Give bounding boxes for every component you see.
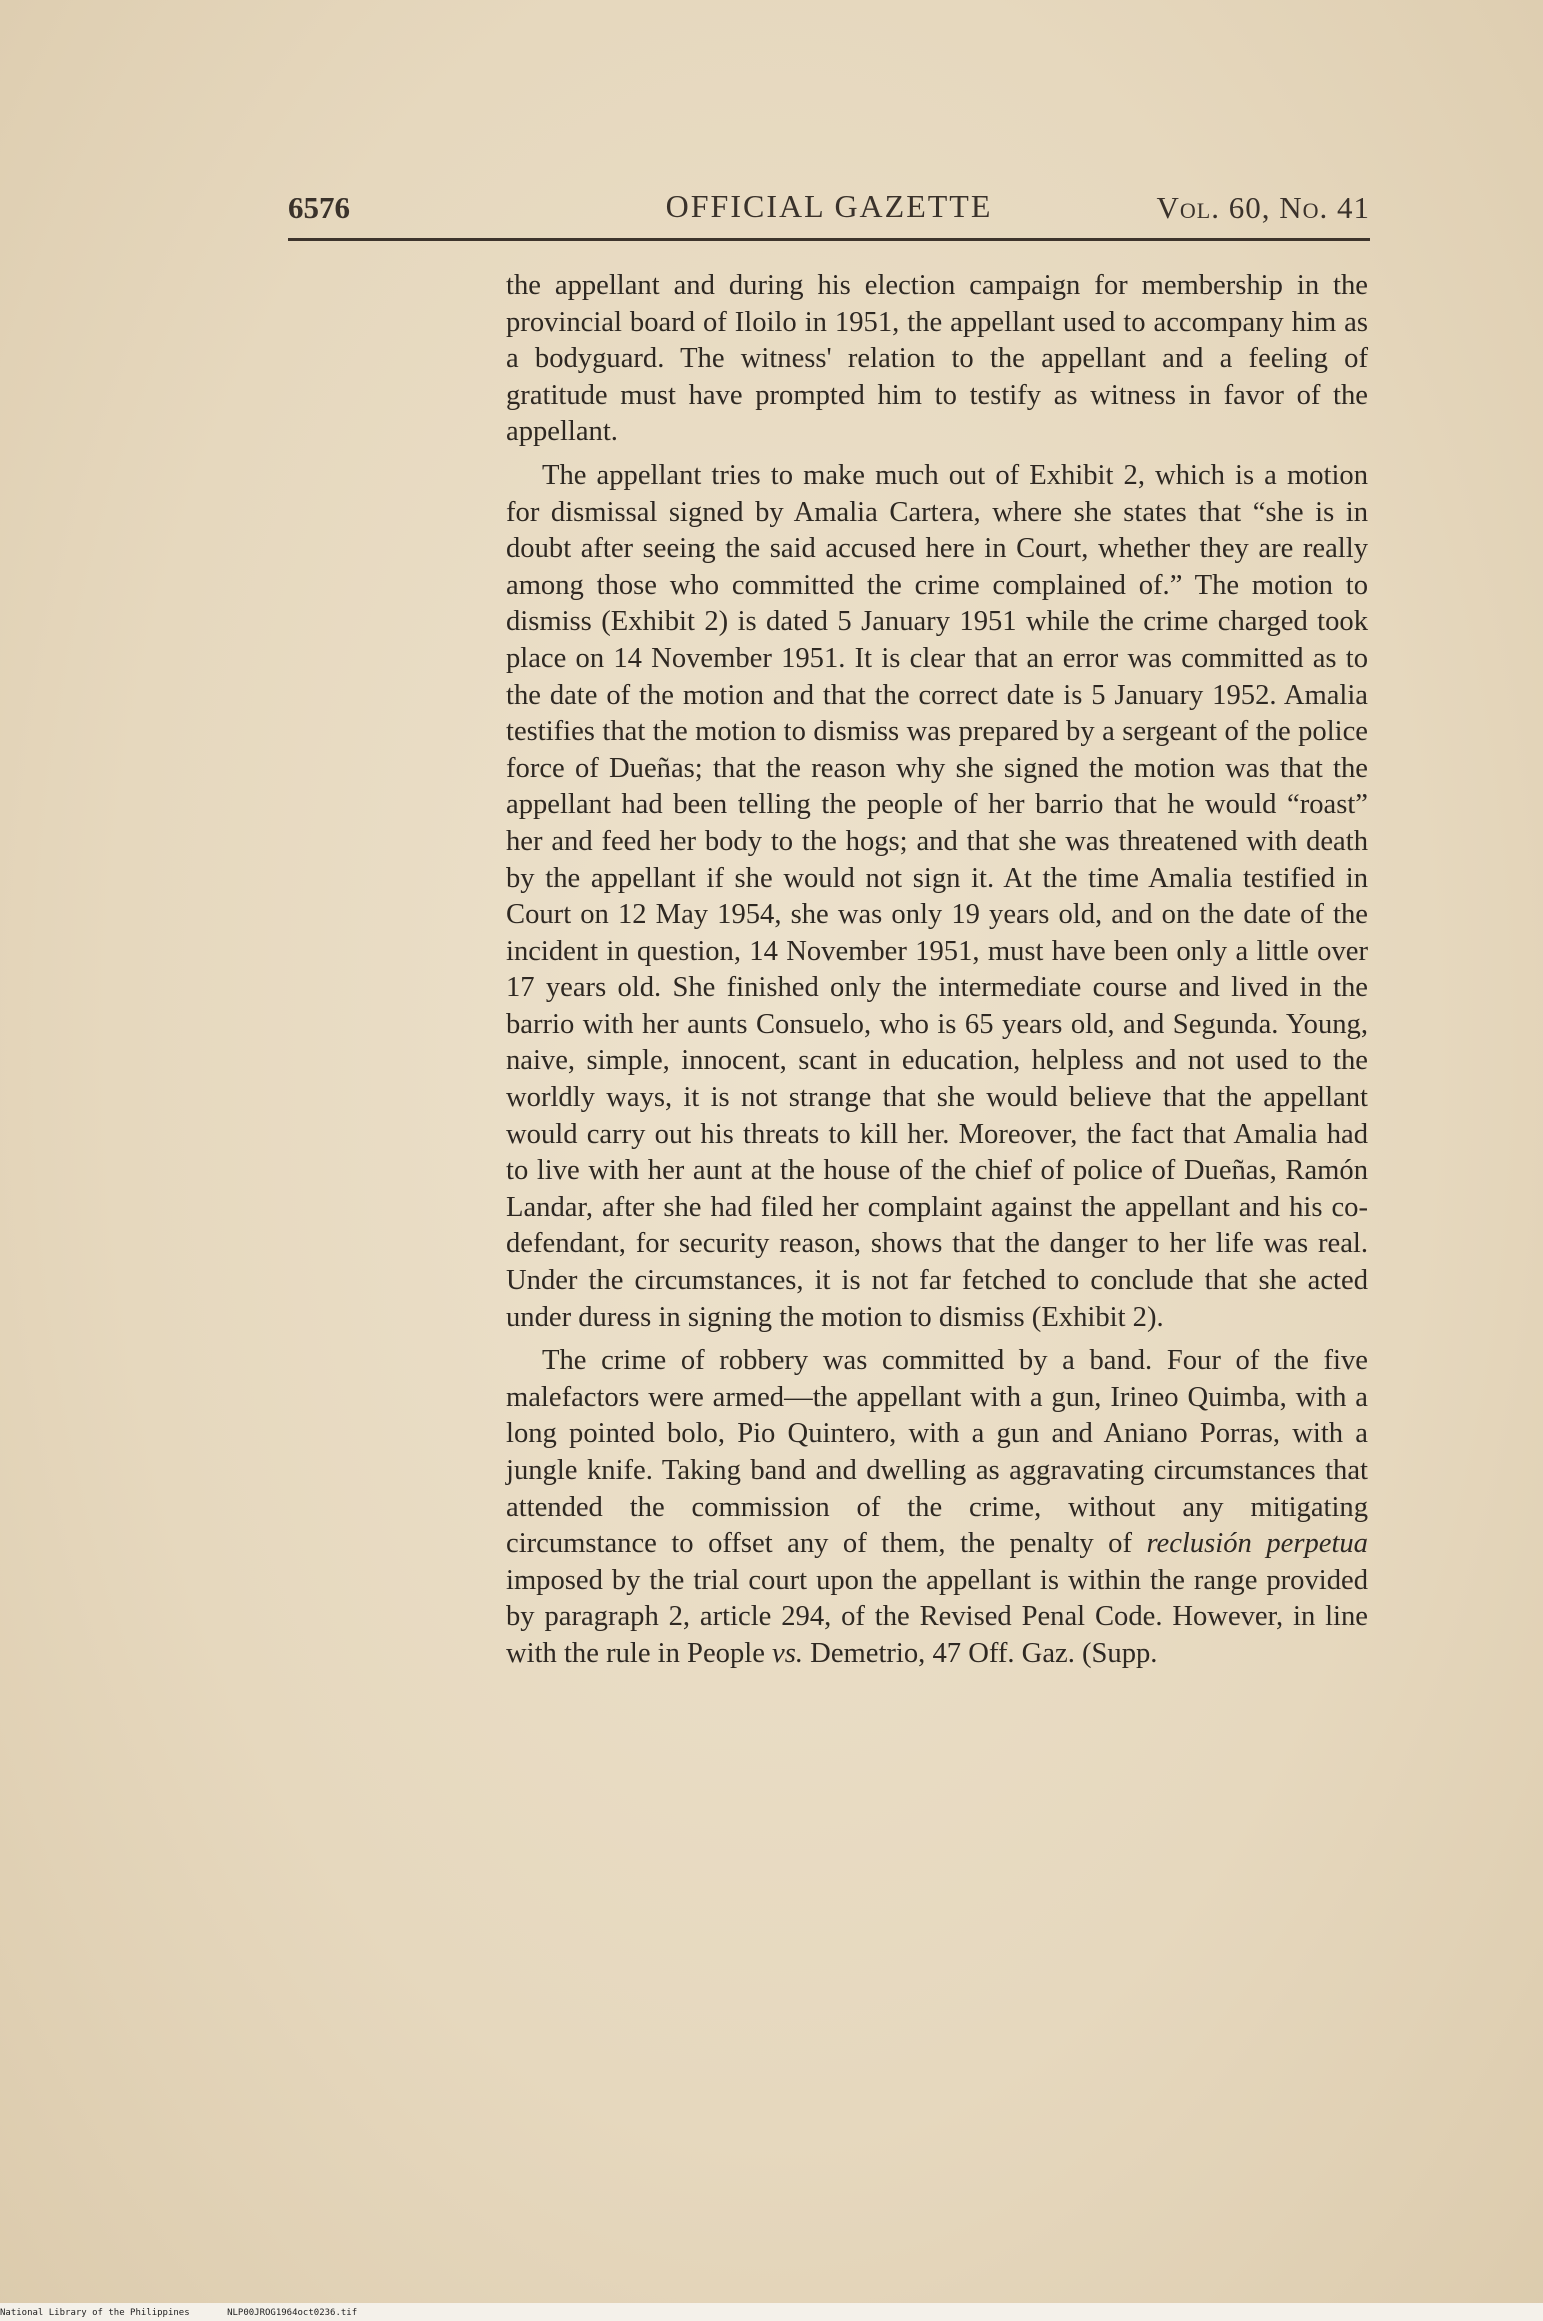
volume-number: Vol. 60, No. 41 <box>1156 190 1370 225</box>
paragraph-2: The appellant tries to make much out of Exhibit 2, which is a motion for dismissal signed by Amalia Cartera, where she states that “she is in doubt after seeing the said accused here in Court, whether they are really among those who committed the crime complained of.” The motion to dismiss (Exhibit 2) is dated 5 January 1951 while the crime charged took place on 14 November 1951. It is clear that an error was committed as to the date of the motion and that the correct date is 5 January 1952. Amalia testifies that the motion to dismiss was prepared by a sergeant of the police force of Dueñas; that the reason why she signed the motion was that the appellant had been telling the people of her barrio that he would “roast” her and feed her body to the hogs; and that she was threatened with death by the appellant if she would not sign it. At the time Amalia testified in Court on 12 May 1954, she was only 19 years old, and on the date of the incident in question, 14 November 1951, must have been only a little over 17 years old. She finished only the intermediate course and lived in the barrio with her aunts Consuelo, who is 65 years old, and Segunda. Young, naive, simple, innocent, scant in education, helpless and not used to the worldly ways, it is not strange that she would believe that the appellant would carry out his threats to kill her. Moreover, the fact that Amalia had to live with her aunt at the house of the chief of police of Dueñas, Ramón Landar, after she had filed her complaint against the appellant and his co-defendant, for security reason, shows that the danger to her life was real. Under the circumstances, it is not far fetched to conclude that she acted under duress in signing the motion to dismiss (Exhibit 2). <box>506 459 1368 1333</box>
publication-title: OFFICIAL GAZETTE <box>665 188 993 224</box>
paragraph-3-vs: vs. <box>772 1637 804 1669</box>
body-text <box>506 268 1368 1680</box>
page-number: 6576 <box>288 190 350 225</box>
scan-footer <box>0 2308 600 2318</box>
library-credit: National Library of the Philippines <box>0 2308 190 2318</box>
paragraph-3-part-1: The crime of robbery was committed by a band. Four of the five malefactors were armed—the appellant with a gun, Irineo Quimba, with a long pointed bolo, Pio Quintero, with a gun and Aniano Porras, with a jungle knife. Taking band and dwelling as aggravating circumstances that attended the commission of the crime, without any mitigating circumstance to offset any of them, the penalty of <box>506 1345 1368 1560</box>
scan-filename: NLP00JROG1964oct0236.tif <box>227 2308 358 2318</box>
paragraph-3-italic-term: reclusión perpetua <box>1146 1528 1368 1560</box>
paragraph-3 <box>506 1343 1368 1672</box>
paragraph-3-part-3: Demetrio, 47 Off. Gaz. (Supp. <box>810 1637 1158 1669</box>
paragraph-1: the appellant and during his election campaign for membership in the provincial board of Iloilo in 1951, the appellant used to accompany him as a bodyguard. The witness' relation to the appellant and a feeling of gratitude must have prompted him to testify as witness in favor of the appellant. <box>506 270 1368 448</box>
header-rule <box>288 238 1370 241</box>
paragraph-3-part-2: imposed by the trial court upon the appellant is within the range provided by paragraph 2, article 294, of the Revised Penal Code. However, in line with the rule in People <box>506 1564 1368 1669</box>
page-header <box>288 184 1370 234</box>
